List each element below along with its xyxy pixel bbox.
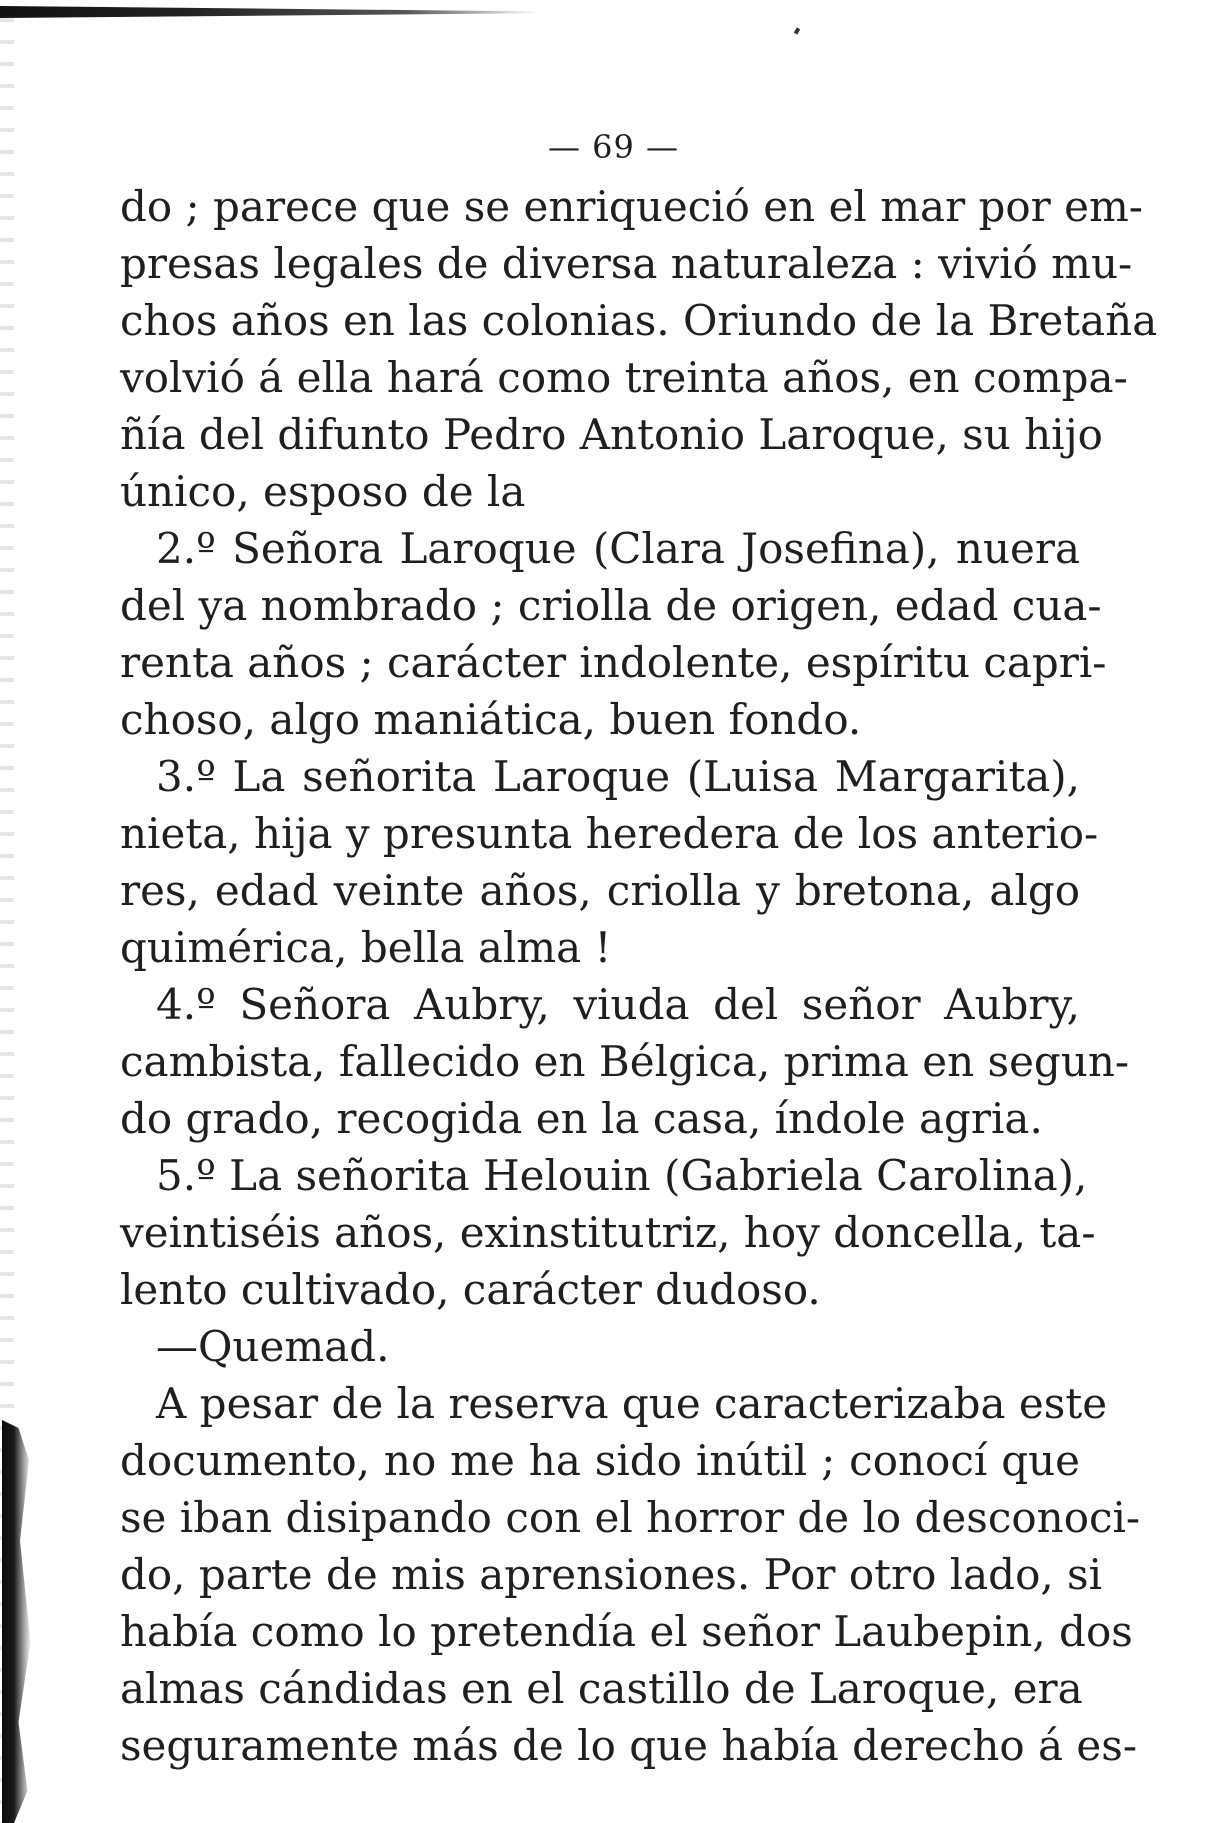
text-line: documento, no me ha sido inútil ; conocí que — [120, 1436, 1080, 1485]
text-line: res, edad veinte años, criolla y bretona, algo — [120, 866, 1080, 915]
scan-artifact-speck — [794, 27, 800, 34]
text-line: nieta, hija y presunta heredera de los anterio- — [120, 809, 1099, 858]
text-line: cambista, fallecido en Bélgica, prima en segun- — [120, 1037, 1130, 1086]
text-line: A pesar de la reserva que caracterizaba este — [156, 1379, 1108, 1428]
text-line: almas cándidas en el castillo de Laroque, era — [120, 1664, 1083, 1713]
text-line: 5.º La señorita Helouin (Gabriela Carolina), — [156, 1151, 1088, 1200]
text-line: lento cultivado, carácter dudoso. — [120, 1265, 821, 1314]
text-line: do, parte de mis aprensiones. Por otro lado, si — [120, 1550, 1103, 1599]
text-line: do ; parece que se enriqueció en el mar por em- — [120, 182, 1143, 231]
text-line: —Quemad. — [156, 1322, 390, 1371]
text-line: había como lo pretendía el señor Laubepin, dos — [120, 1607, 1133, 1656]
text-line: renta años ; carácter indolente, espíritu capri- — [120, 638, 1107, 687]
text-line: presas legales de diversa naturaleza : vivió mu- — [120, 239, 1133, 288]
text-line: veintiséis años, exinstitutriz, hoy doncella, ta- — [120, 1208, 1096, 1257]
text-line: volvió á ella hará como treinta años, en compa- — [120, 353, 1128, 402]
text-line: chos años en las colonias. Oriundo de la Bretaña — [120, 296, 1158, 345]
body-text — [120, 178, 1158, 1774]
text-line: del ya nombrado ; criolla de origen, edad cua- — [120, 581, 1102, 630]
scan-artifact-top-bar — [0, 6, 540, 18]
text-line: quimérica, bella alma ! — [120, 923, 612, 972]
scan-artifact-bottom-edge — [2, 1420, 32, 1823]
text-line: 4.º Señora Aubry, viuda del señor Aubry, — [156, 980, 1080, 1029]
text-line: se iban disipando con el horror de lo desconoci- — [120, 1493, 1141, 1542]
text-line: seguramente más de lo que había derecho á es- — [120, 1721, 1138, 1770]
text-line: ñía del difunto Pedro Antonio Laroque, su hijo — [120, 410, 1103, 459]
page-number: — 69 — — [547, 128, 680, 166]
text-line: 3.º La señorita Laroque (Luisa Margarita), — [156, 752, 1080, 801]
text-line: choso, algo maniática, buen fondo. — [120, 695, 862, 744]
text-line: do grado, recogida en la casa, índole agria. — [120, 1094, 1043, 1143]
text-line: único, esposo de la — [120, 467, 526, 516]
text-line: 2.º Señora Laroque (Clara Josefina), nuera — [156, 524, 1080, 573]
